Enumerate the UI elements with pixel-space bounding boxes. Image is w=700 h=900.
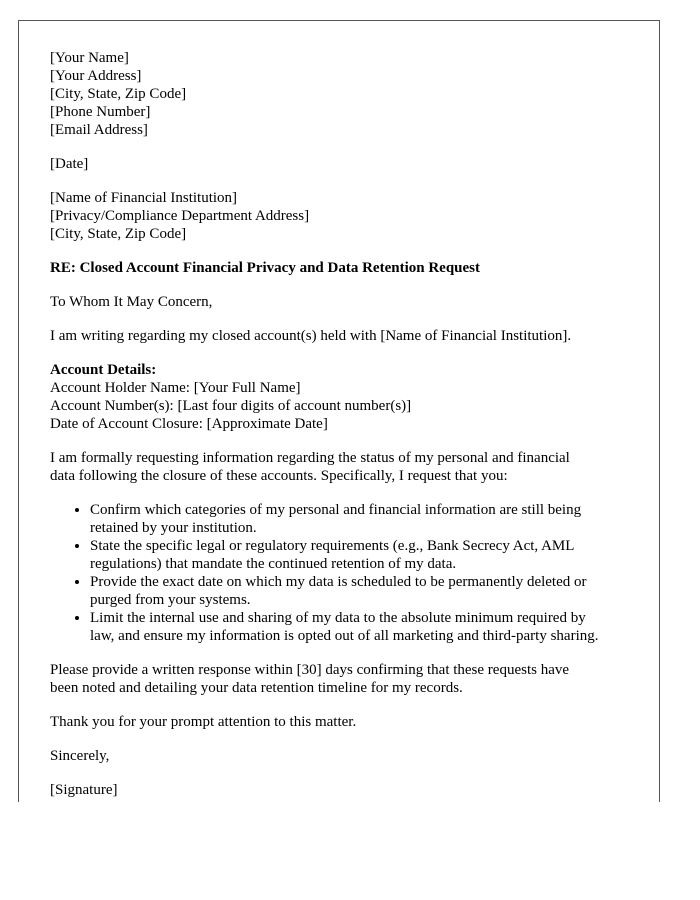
list-item <box>90 573 640 609</box>
recipient-city-state-zip: [City, State, Zip Code] <box>50 226 187 242</box>
recipient-department-address: [Privacy/Compliance Department Address] <box>50 208 310 224</box>
list-item-line: • State the specific legal or regulatory requirements (e.g., Bank Secrecy Act, AML <box>90 538 575 554</box>
request-paragraph-line: data following the closure of these accounts. Specifically, I request that you: <box>50 468 508 484</box>
recipient-block <box>50 189 640 243</box>
subject-line: RE: Closed Account Financial Privacy and Data Retention Request <box>50 260 480 276</box>
intro-paragraph: I am writing regarding my closed account(s) held with [Name of Financial Institution]. <box>50 328 572 344</box>
list-item-line: regulations) that mandate the continued retention of my data. <box>90 556 457 572</box>
list-item <box>90 501 640 537</box>
list-item-line: retained by your institution. <box>90 520 257 536</box>
list-item-line: purged from your systems. <box>90 592 251 608</box>
signature-line: [Signature] <box>50 782 118 798</box>
letter-date: [Date] <box>50 156 89 172</box>
sender-block <box>50 49 640 139</box>
response-paragraph-line: been noted and detailing your data retention timeline for my records. <box>50 680 463 696</box>
request-paragraph <box>50 449 640 485</box>
request-paragraph-line: I am formally requesting information regarding the status of my personal and financial <box>50 450 570 466</box>
list-item-line: • Provide the exact date on which my data is scheduled to be permanently deleted or <box>90 574 587 590</box>
response-paragraph-line: Please provide a written response within [30] days confirming that these requests have <box>50 662 570 678</box>
recipient-institution: [Name of Financial Institution] <box>50 190 238 206</box>
thanks-line: Thank you for your prompt attention to this matter. <box>50 714 357 730</box>
account-closure-date: Date of Account Closure: [Approximate Date] <box>50 416 328 432</box>
sender-address: [Your Address] <box>50 68 142 84</box>
letter-body <box>50 49 640 815</box>
request-list <box>50 501 640 645</box>
account-details-heading: Account Details: <box>50 362 157 378</box>
list-item-line: law, and ensure my information is opted out of all marketing and third-party sharing. <box>90 628 599 644</box>
salutation: To Whom It May Concern, <box>50 294 213 310</box>
account-details-block <box>50 361 640 433</box>
account-holder-name: Account Holder Name: [Your Full Name] <box>50 380 301 396</box>
sender-phone: [Phone Number] <box>50 104 151 120</box>
response-paragraph <box>50 661 640 697</box>
sender-email: [Email Address] <box>50 122 148 138</box>
closing-line: Sincerely, <box>50 748 110 764</box>
list-item-line: • Limit the internal use and sharing of my data to the absolute minimum required by <box>90 610 586 626</box>
letter-page <box>18 20 660 802</box>
list-item <box>90 537 640 573</box>
date-block <box>50 155 640 173</box>
sender-city-state-zip: [City, State, Zip Code] <box>50 86 187 102</box>
list-item <box>90 609 640 645</box>
list-item-line: • Confirm which categories of my personal and financial information are still being <box>90 502 582 518</box>
sender-name: [Your Name] <box>50 50 129 66</box>
account-numbers: Account Number(s): [Last four digits of account number(s)] <box>50 398 412 414</box>
